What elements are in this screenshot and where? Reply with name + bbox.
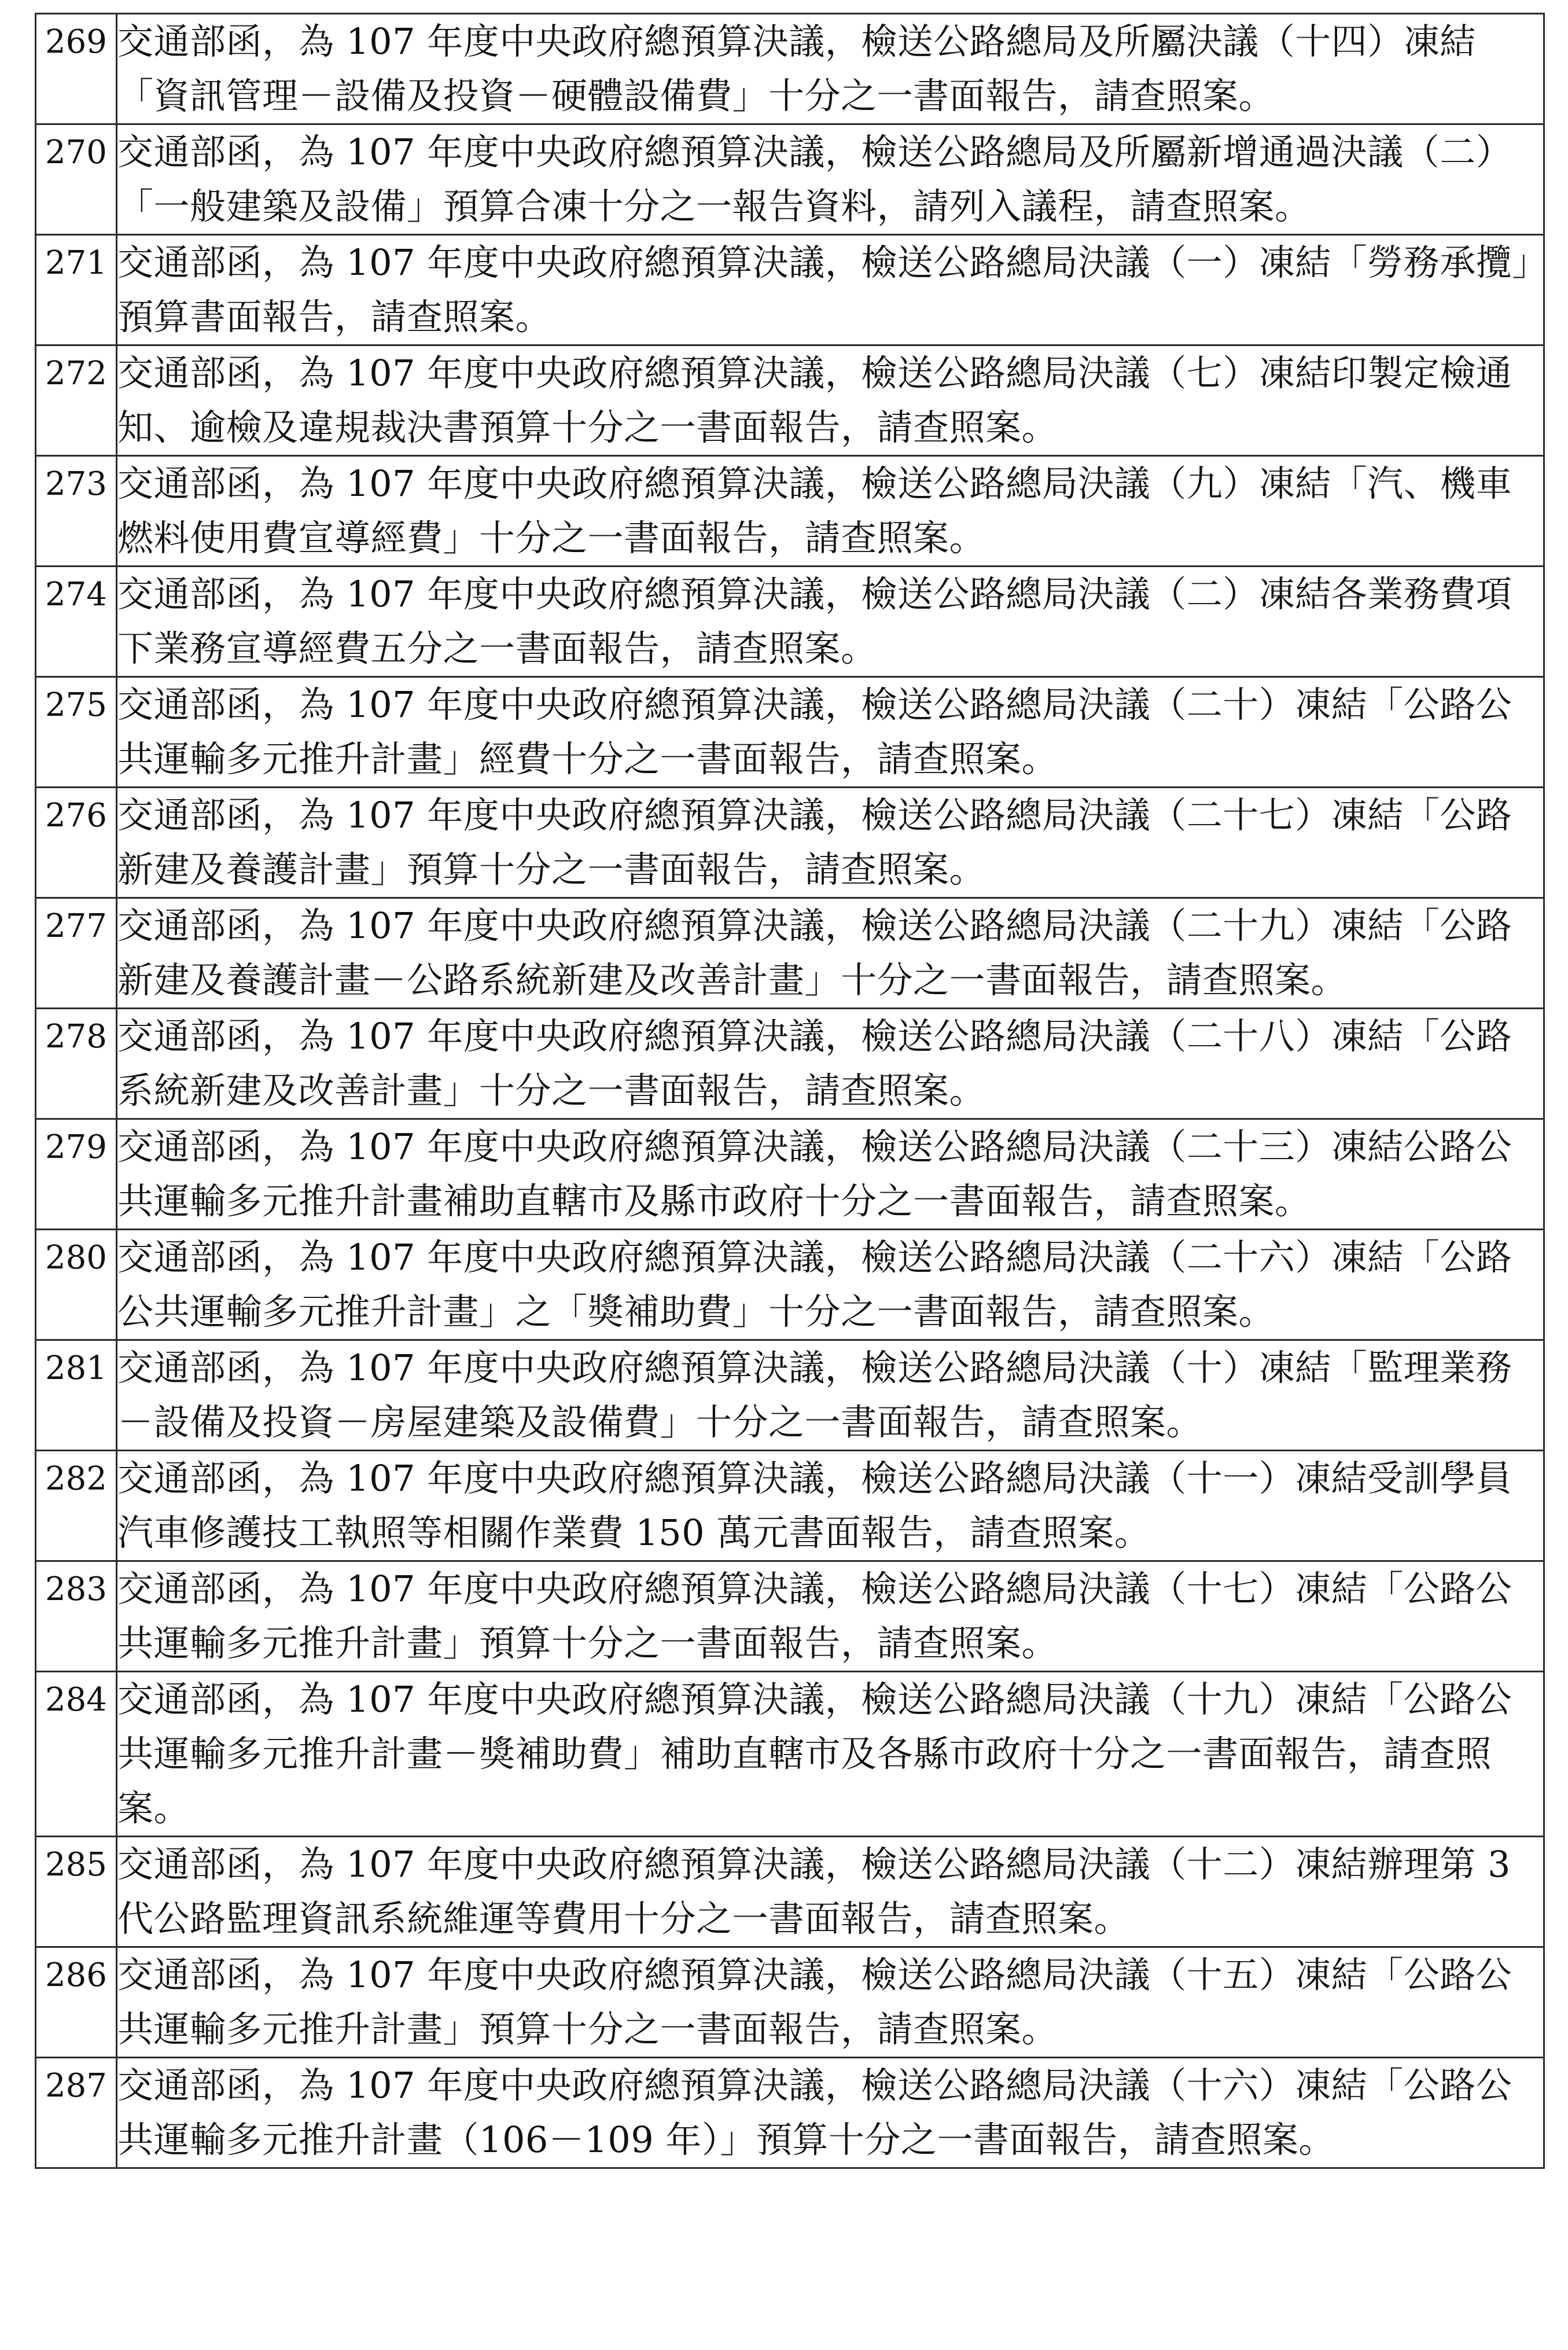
item-text: 交通部函，為 107 年度中央政府總預算決議，檢送公路總局決議（一）凍結「勞務承攬」預算書面報告，請查照案。 (117, 235, 1544, 345)
item-number: 281 (36, 1340, 117, 1451)
item-text: 交通部函，為 107 年度中央政府總預算決議，檢送公路總局決議（二十三）凍結公路公共運輸多元推升計畫補助直轄市及縣市政府十分之一書面報告，請查照案。 (117, 1119, 1544, 1230)
item-text: 交通部函，為 107 年度中央政府總預算決議，檢送公路總局決議（二十八）凍結「公路系統新建及改善計畫」十分之一書面報告，請查照案。 (117, 1009, 1544, 1119)
item-text: 交通部函，為 107 年度中央政府總預算決議，檢送公路總局決議（十五）凍結「公路公共運輸多元推升計畫」預算十分之一書面報告，請查照案。 (117, 1947, 1544, 2058)
item-text: 交通部函，為 107 年度中央政府總預算決議，檢送公路總局決議（二十七）凍結「公路新建及養護計畫」預算十分之一書面報告，請查照案。 (117, 788, 1544, 898)
item-number: 279 (36, 1119, 117, 1230)
table-row (36, 788, 1544, 898)
table-row (36, 1837, 1544, 1947)
table-row (36, 235, 1544, 345)
item-number: 284 (36, 1672, 117, 1837)
item-text: 交通部函，為 107 年度中央政府總預算決議，檢送公路總局決議（十七）凍結「公路公共運輸多元推升計畫」預算十分之一書面報告，請查照案。 (117, 1561, 1544, 1672)
item-number: 280 (36, 1230, 117, 1340)
item-number: 276 (36, 788, 117, 898)
table-row (36, 345, 1544, 456)
item-number: 283 (36, 1561, 117, 1672)
item-text: 交通部函，為 107 年度中央政府總預算決議，檢送公路總局及所屬新增通過決議（二）「一般建築及設備」預算合凍十分之一報告資料，請列入議程，請查照案。 (117, 124, 1544, 235)
item-text: 交通部函，為 107 年度中央政府總預算決議，檢送公路總局決議（十二）凍結辦理第 3 代公路監理資訊系統維運等費用十分之一書面報告，請查照案。 (117, 1837, 1544, 1947)
table-row (36, 898, 1544, 1009)
table-row (36, 1451, 1544, 1561)
item-number: 273 (36, 456, 117, 567)
item-number: 272 (36, 345, 117, 456)
item-number: 287 (36, 2058, 117, 2168)
item-text: 交通部函，為 107 年度中央政府總預算決議，檢送公路總局決議（十六）凍結「公路公共運輸多元推升計畫（106－109 年）」預算十分之一書面報告，請查照案。 (117, 2058, 1544, 2168)
table-row (36, 2058, 1544, 2168)
table-row (36, 677, 1544, 788)
item-text: 交通部函，為 107 年度中央政府總預算決議，檢送公路總局決議（十一）凍結受訓學員汽車修護技工執照等相關作業費 150 萬元書面報告，請查照案。 (117, 1451, 1544, 1561)
table-row (36, 1230, 1544, 1340)
item-text: 交通部函，為 107 年度中央政府總預算決議，檢送公路總局決議（七）凍結印製定檢通知、逾檢及違規裁決書預算十分之一書面報告，請查照案。 (117, 345, 1544, 456)
item-number: 285 (36, 1837, 117, 1947)
item-number: 277 (36, 898, 117, 1009)
item-number: 269 (36, 14, 117, 124)
table-row (36, 1561, 1544, 1672)
table-row (36, 1119, 1544, 1230)
item-text: 交通部函，為 107 年度中央政府總預算決議，檢送公路總局決議（二十）凍結「公路公共運輸多元推升計畫」經費十分之一書面報告，請查照案。 (117, 677, 1544, 788)
item-number: 286 (36, 1947, 117, 2058)
item-number: 270 (36, 124, 117, 235)
table-row (36, 1672, 1544, 1837)
item-text: 交通部函，為 107 年度中央政府總預算決議，檢送公路總局決議（二十九）凍結「公路新建及養護計畫－公路系統新建及改善計畫」十分之一書面報告，請查照案。 (117, 898, 1544, 1009)
item-text: 交通部函，為 107 年度中央政府總預算決議，檢送公路總局決議（十九）凍結「公路公共運輸多元推升計畫－獎補助費」補助直轄市及各縣市政府十分之一書面報告，請查照案。 (117, 1672, 1544, 1837)
table-row (36, 456, 1544, 567)
table-row (36, 14, 1544, 124)
table-row (36, 124, 1544, 235)
table-row (36, 1947, 1544, 2058)
item-text: 交通部函，為 107 年度中央政府總預算決議，檢送公路總局及所屬決議（十四）凍結「資訊管理－設備及投資－硬體設備費」十分之一書面報告，請查照案。 (117, 14, 1544, 124)
item-text: 交通部函，為 107 年度中央政府總預算決議，檢送公路總局決議（十）凍結「監理業務－設備及投資－房屋建築及設備費」十分之一書面報告，請查照案。 (117, 1340, 1544, 1451)
table-row (36, 1340, 1544, 1451)
item-text: 交通部函，為 107 年度中央政府總預算決議，檢送公路總局決議（二）凍結各業務費項下業務宣導經費五分之一書面報告，請查照案。 (117, 567, 1544, 677)
document-page (35, 13, 1545, 2169)
item-text: 交通部函，為 107 年度中央政府總預算決議，檢送公路總局決議（九）凍結「汽、機車燃料使用費宣導經費」十分之一書面報告，請查照案。 (117, 456, 1544, 567)
item-text: 交通部函，為 107 年度中央政府總預算決議，檢送公路總局決議（二十六）凍結「公路公共運輸多元推升計畫」之「獎補助費」十分之一書面報告，請查照案。 (117, 1230, 1544, 1340)
item-number: 282 (36, 1451, 117, 1561)
agenda-table (35, 13, 1545, 2169)
item-number: 274 (36, 567, 117, 677)
item-number: 278 (36, 1009, 117, 1119)
item-number: 271 (36, 235, 117, 345)
table-row (36, 1009, 1544, 1119)
table-row (36, 567, 1544, 677)
item-number: 275 (36, 677, 117, 788)
